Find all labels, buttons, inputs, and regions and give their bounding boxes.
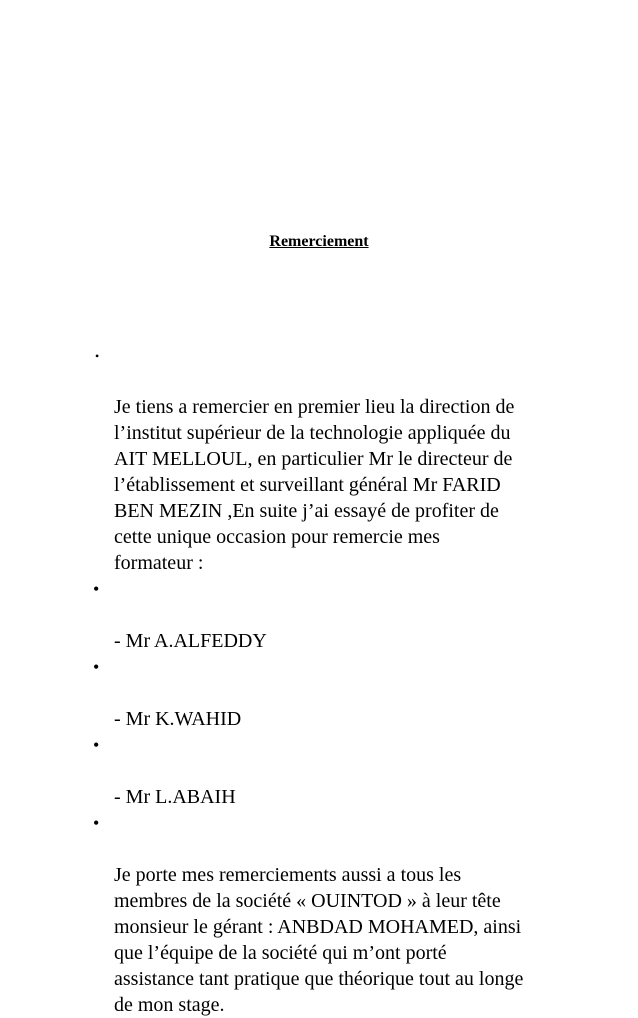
page-title: Remerciement — [269, 233, 369, 250]
acknowledgement-list — [0, 342, 638, 1018]
list-item-intro — [0, 342, 574, 576]
paragraph-company: Je porte mes remerciements aussi a tous les membres de la société « OUINTOD » à leur tête monsieur le gérant : ANBDAD MOHAMED, ainsi que l’équipe de la société qui m’ont porté assistance tant pratique que théorique tout au longe de mon stage. — [114, 864, 524, 1016]
list-item-trainer-3 — [0, 732, 574, 810]
bullet-icon: • — [93, 735, 100, 755]
list-item-trainer-1 — [0, 576, 574, 654]
bullet-icon: • — [93, 579, 100, 599]
paragraph-intro: Je tiens a remercier en premier lieu la direction de l’institut supérieur de la technologie appliquée du AIT MELLOUL, en particulier Mr le directeur de l’établissement et surveillant général Mr FARID BEN MEZIN ,En suite j’ai essayé de profiter de cette unique occasion pour remercie mes formateur : — [114, 396, 515, 574]
trainer-name: - Mr K.WAHID — [114, 708, 242, 730]
bullet-icon: • — [93, 657, 100, 677]
list-item-trainer-2 — [0, 654, 574, 732]
trainer-name: - Mr L.ABAIH — [114, 786, 236, 808]
list-item-company — [0, 810, 574, 1018]
trainer-name: - Mr A.ALFEDDY — [114, 630, 267, 652]
bullet-icon: • — [93, 813, 100, 833]
bullet-icon: • — [95, 349, 100, 363]
